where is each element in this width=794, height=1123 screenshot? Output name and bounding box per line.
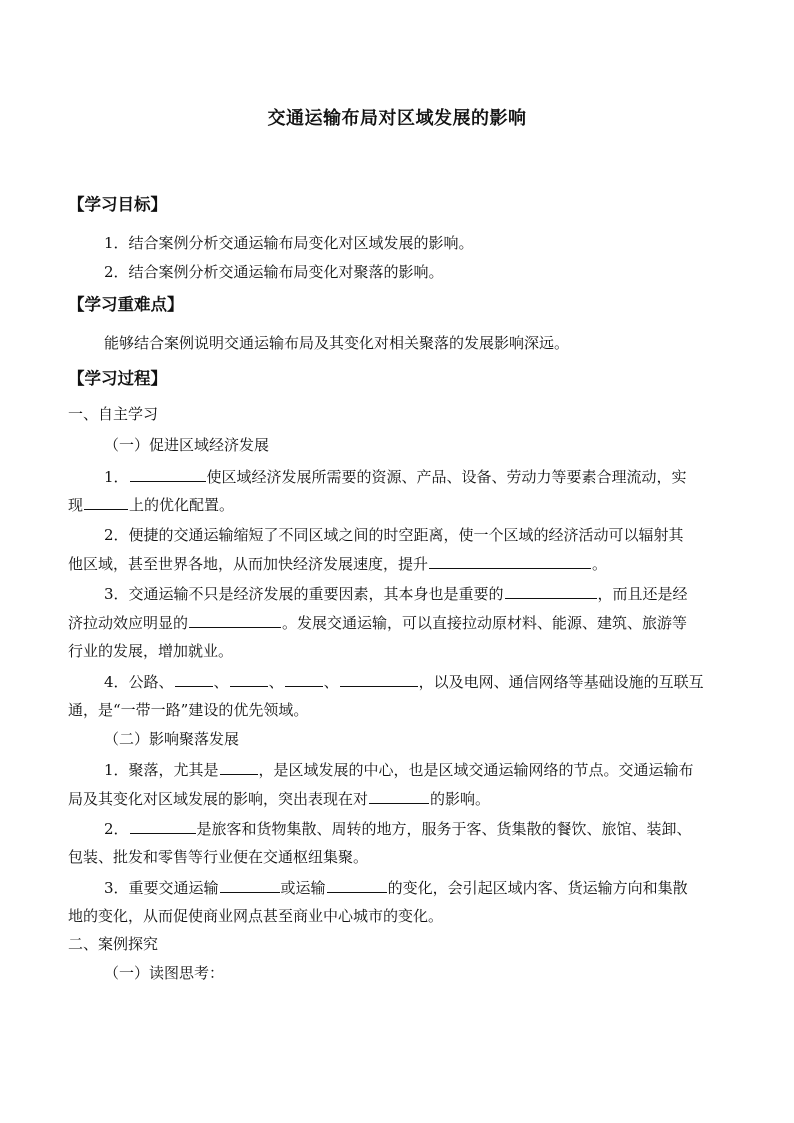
goal-item-2: 2．结合案例分析交通运输布局变化对聚落的影响。	[104, 263, 444, 281]
q7-text3: 的变化，会引起区域内客、货运输方向和集散	[387, 879, 688, 897]
blank-field[interactable]	[505, 583, 597, 599]
q1-prefix: 1．	[104, 468, 129, 486]
goal-item-1: 1．结合案例分析交通运输布局变化对区域发展的影响。	[104, 234, 474, 252]
q7-text2: 或运输	[280, 879, 326, 897]
part1-heading: 一、自主学习	[68, 405, 159, 423]
q2-line2	[68, 553, 607, 574]
q5-text3: 局及其变化对区域发展的影响，突出表现在对	[68, 790, 369, 808]
separator: 、	[213, 673, 229, 691]
q1-prefix2: 现	[68, 496, 84, 514]
q2-end: 。	[592, 555, 608, 573]
part2-heading: 二、案例探究	[68, 935, 159, 953]
q6-line1	[104, 818, 692, 839]
separator: 、	[323, 673, 339, 691]
q4-text: 4．公路、	[104, 673, 174, 691]
q1-line2	[68, 494, 234, 515]
blank-field[interactable]	[84, 494, 128, 510]
q4-text2: ，以及电网、通信网络等基础设施的互联互	[418, 673, 704, 691]
blank-field[interactable]	[130, 466, 206, 482]
blank-field[interactable]	[327, 877, 387, 893]
blank-field[interactable]	[369, 788, 429, 804]
q5-line1	[104, 759, 694, 780]
part1-sub2: （二）影响聚落发展	[104, 730, 240, 748]
q4-line2: 通，是“一带一路”建设的优先领域。	[68, 701, 309, 719]
part1-sub1: （一）促进区域经济发展	[104, 436, 270, 454]
q5-line2	[68, 788, 490, 809]
q6-prefix: 2．	[104, 820, 129, 838]
q3-text: 3．交通运输不只是经济发展的重要因素，其本身也是重要的	[104, 585, 504, 603]
blank-field[interactable]	[220, 759, 258, 775]
blank-field[interactable]	[340, 671, 418, 687]
document-title: 交通运输布局对区域发展的影响	[267, 108, 527, 129]
blank-field[interactable]	[429, 553, 591, 569]
q3-text4: 。发展交通运输，可以直接拉动原材料、能源、建筑、旅游等	[282, 614, 688, 632]
q1-line1	[104, 466, 687, 487]
q3-line2	[68, 612, 687, 633]
q1-text2: 上的优化配置。	[129, 496, 235, 514]
q5-text: 1．聚落，尤其是	[104, 761, 219, 779]
goals-heading: 【学习目标】	[68, 195, 167, 214]
key-points-text: 能够结合案例说明交通运输布局及其变化对相关聚落的发展影响深远。	[104, 334, 570, 352]
part2-sub1: （一）读图思考：	[104, 964, 225, 982]
blank-field[interactable]	[220, 877, 280, 893]
q7-line1	[104, 877, 688, 898]
q3-line1	[104, 583, 688, 604]
key-points-heading: 【学习重难点】	[68, 295, 184, 314]
q5-text4: 的影响。	[430, 790, 491, 808]
q3-text2: ，而且还是经	[597, 585, 688, 603]
blank-field[interactable]	[230, 671, 268, 687]
process-heading: 【学习过程】	[68, 369, 167, 388]
q6-line2: 包装、批发和零售等行业便在交通枢纽集聚。	[68, 848, 369, 866]
q1-text: 使区域经济发展所需要的资源、产品、设备、劳动力等要素合理流动，实	[206, 468, 687, 486]
blank-field[interactable]	[130, 818, 196, 834]
q7-line2: 地的变化，从而促使商业网点甚至商业中心城市的变化。	[68, 907, 444, 925]
separator: 、	[268, 673, 284, 691]
q2-text: 他区域，甚至世界各地，从而加快经济发展速度，提升	[68, 555, 429, 573]
q2-line1: 2．便捷的交通运输缩短了不同区域之间的时空距离，使一个区域的经济活动可以辐射其	[104, 526, 684, 544]
q6-text: 是旅客和货物集散、周转的地方，服务于客、货集散的餐饮、旅馆、装卸、	[196, 820, 692, 838]
q4-line1	[104, 671, 704, 692]
blank-field[interactable]	[189, 612, 281, 628]
blank-field[interactable]	[175, 671, 213, 687]
q5-text2: ，是区域发展的中心，也是区域交通运输网络的节点。交通运输布	[258, 761, 694, 779]
blank-field[interactable]	[285, 671, 323, 687]
q7-text: 3．重要交通运输	[104, 879, 219, 897]
q3-text3: 济拉动效应明显的	[68, 614, 189, 632]
q3-line3: 行业的发展，增加就业。	[68, 642, 234, 660]
